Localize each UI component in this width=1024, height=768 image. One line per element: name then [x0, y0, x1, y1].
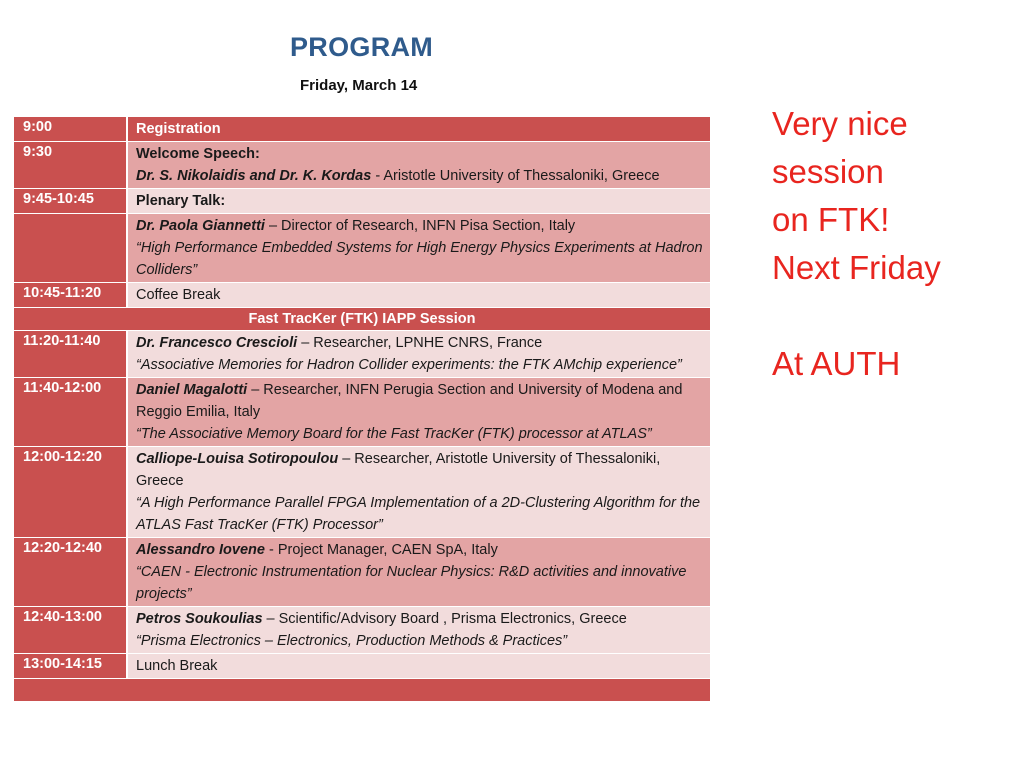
schedule-table: [14, 117, 710, 740]
row-label: Welcome Speech:: [136, 146, 260, 162]
time-cell: 12:40-13:00: [14, 607, 128, 653]
time-cell: 11:20-11:40: [14, 331, 128, 377]
desc-cell: [128, 142, 710, 188]
speaker-affiliation: - Aristotle University of Thessaloniki, Greece: [371, 168, 660, 184]
desc-cell: Plenary Talk:: [128, 189, 710, 213]
session-header-next: [14, 679, 710, 702]
talk-title: “The Associative Memory Board for the Fast TracKer (FTK) processor at ATLAS”: [136, 426, 652, 442]
talk-title: “A High Performance Parallel FPGA Implementation of a 2D-Clustering Algorithm for the ATLAS Fast TracKer (FTK) Processor”: [136, 495, 701, 533]
desc-cell: [128, 378, 710, 446]
desc-cell: Registration: [128, 117, 710, 141]
speaker-affiliation: – Researcher, INFN Perugia Section and University of Modena and Reggio Emilia, Italy: [136, 382, 683, 420]
speaker-affiliation: – Researcher, LPNHE CNRS, France: [297, 335, 543, 351]
desc-cell: [128, 538, 710, 606]
program-date: Friday, March 14: [300, 77, 418, 94]
talk-title: “CAEN - Electronic Instrumentation for Nuclear Physics: R&D activities and innovative projects”: [136, 564, 687, 602]
speaker-name: Daniel Magalotti: [136, 382, 248, 398]
table-row: [14, 142, 710, 189]
time-cell: 11:40-12:00: [14, 378, 128, 446]
time-cell: 10:45-11:20: [14, 283, 128, 307]
note-line: At AUTH: [772, 345, 901, 382]
desc-cell: [128, 331, 710, 377]
desc-cell: Coffee Break: [128, 283, 710, 307]
speaker-affiliation: - Project Manager, CAEN SpA, Italy: [264, 542, 498, 558]
note-line: Next Friday: [772, 249, 941, 286]
speaker-name: Calliope-Louisa Sotiropoulou: [136, 451, 339, 467]
table-row: [14, 189, 710, 214]
speaker-name: Dr. S. Nikolaidis and Dr. K. Kordas: [136, 168, 372, 184]
program-title: PROGRAM: [290, 32, 434, 62]
speaker-name: Petros Soukoulias: [136, 611, 263, 627]
speaker-name: Dr. Francesco Crescioli: [136, 335, 298, 351]
table-row: [14, 117, 710, 142]
speaker-affiliation: – Scientific/Advisory Board , Prisma Electronics, Greece: [262, 611, 627, 627]
desc-cell: [128, 607, 710, 653]
talk-title: “Associative Memories for Hadron Collider experiments: the FTK AMchip experience”: [136, 357, 682, 373]
time-cell: [14, 214, 128, 282]
table-row: [14, 607, 710, 654]
table-row: [14, 654, 710, 679]
table-row: [14, 378, 710, 447]
desc-cell: [128, 214, 710, 282]
speaker-affiliation: – Researcher, Aristotle University of Thessaloniki, Greece: [136, 451, 661, 489]
table-row: [14, 331, 710, 378]
time-cell: 12:20-12:40: [14, 538, 128, 606]
time-cell: 9:00: [14, 117, 128, 141]
time-cell: 12:00-12:20: [14, 447, 128, 537]
speaker-name: Alessandro Iovene: [136, 542, 265, 558]
talk-title: “High Performance Embedded Systems for High Energy Physics Experiments at Hadron Colliders”: [136, 240, 703, 278]
desc-cell: Lunch Break: [128, 654, 710, 678]
table-row: [14, 214, 710, 283]
speaker-name: Dr. Paola Giannetti: [136, 218, 265, 234]
speaker-affiliation: – Director of Research, INFN Pisa Section, Italy: [264, 218, 576, 234]
note-line: Very nice: [772, 105, 908, 142]
note-line: session: [772, 153, 884, 190]
table-row: [14, 283, 710, 308]
table-row: [14, 538, 710, 607]
time-cell: 9:30: [14, 142, 128, 188]
time-cell: 9:45-10:45: [14, 189, 128, 213]
table-row: [14, 447, 710, 538]
annotation-note: [772, 100, 941, 388]
session-header: Fast TracKer (FTK) IAPP Session: [14, 308, 710, 331]
time-cell: 13:00-14:15: [14, 654, 128, 678]
note-gap: [772, 292, 941, 340]
desc-cell: [128, 447, 710, 537]
talk-title: “Prisma Electronics – Electronics, Production Methods & Practices”: [136, 633, 568, 649]
note-line: on FTK!: [772, 201, 890, 238]
